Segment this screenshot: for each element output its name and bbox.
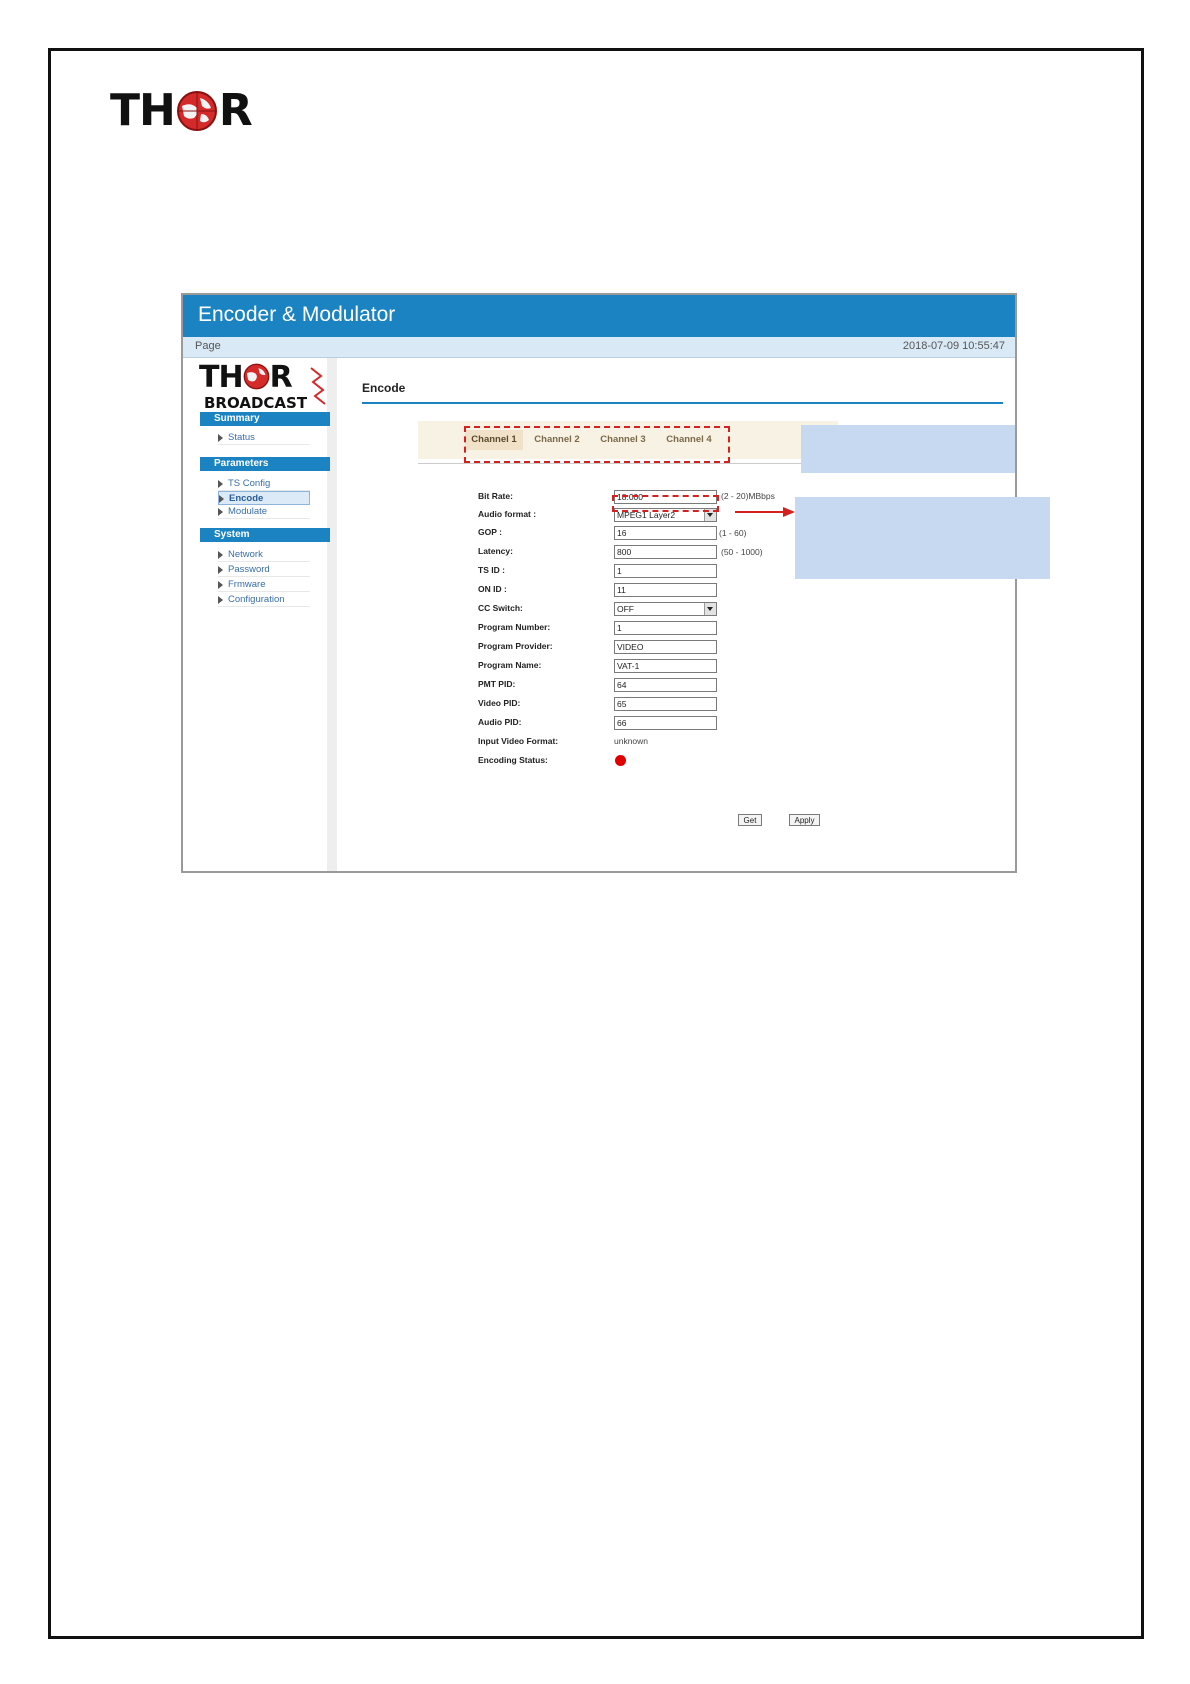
pmt-pid-input[interactable] bbox=[614, 678, 717, 692]
cc-switch-value: OFF bbox=[617, 604, 634, 614]
sidebar-item-password[interactable] bbox=[218, 563, 310, 577]
input-video-format-value: unknown bbox=[614, 736, 649, 746]
window-header bbox=[183, 295, 1015, 337]
label-cc-switch: CC Switch: bbox=[478, 603, 523, 613]
encoder-window bbox=[181, 293, 1017, 873]
get-button[interactable]: Get bbox=[738, 814, 762, 826]
annotation-dashed-tabs bbox=[464, 426, 730, 463]
label-program-name: Program Name: bbox=[478, 660, 542, 670]
encoding-status-indicator bbox=[615, 755, 626, 766]
triangle-right-icon bbox=[218, 434, 223, 442]
title-divider bbox=[362, 402, 1003, 404]
triangle-right-icon bbox=[218, 551, 223, 559]
sidebar-item-status[interactable] bbox=[218, 431, 310, 445]
apply-button[interactable]: Apply bbox=[789, 814, 820, 826]
audio-format-value: MPEG1 Layer2 bbox=[617, 510, 676, 520]
label-gop: GOP : bbox=[478, 527, 502, 537]
ts-id-input[interactable] bbox=[614, 564, 717, 578]
latency-hint: (50 - 1000) bbox=[721, 547, 763, 557]
triangle-right-icon bbox=[218, 508, 223, 516]
sidebar-item-encode[interactable] bbox=[218, 491, 310, 505]
label-ts-id: TS ID : bbox=[478, 565, 505, 575]
datetime: 2018-07-09 10:55:47 bbox=[902, 340, 1005, 352]
label-input-video-format: Input Video Format: bbox=[478, 736, 559, 746]
sidebar-item-label: Network bbox=[228, 549, 263, 560]
label-audio-format: Audio format : bbox=[478, 509, 537, 519]
thor-broadcast-logo bbox=[199, 362, 331, 414]
sidebar-item-label: Configuration bbox=[228, 594, 285, 605]
on-id-input[interactable] bbox=[614, 583, 717, 597]
sidebar-item-label: Status bbox=[228, 432, 255, 443]
gop-input[interactable] bbox=[614, 526, 717, 540]
sidebar-section-parameters[interactable]: Parameters bbox=[200, 457, 330, 471]
tab-channel-1[interactable]: Channel 1 bbox=[465, 430, 523, 450]
sidebar-item-configuration[interactable] bbox=[218, 593, 310, 607]
sidebar-item-label: Modulate bbox=[228, 506, 268, 517]
program-provider-input[interactable] bbox=[614, 640, 717, 654]
sidebar-item-label: Encode bbox=[229, 493, 264, 504]
label-program-number: Program Number: bbox=[478, 622, 551, 632]
sidebar-section-system[interactable]: System bbox=[200, 528, 330, 542]
triangle-right-icon bbox=[218, 480, 223, 488]
logo-text-left: TH bbox=[110, 85, 175, 136]
page-label: Page bbox=[195, 340, 221, 352]
sidebar-item-modulate[interactable] bbox=[218, 505, 310, 519]
annotation-dashed-audio bbox=[612, 495, 719, 512]
sidebar-item-network[interactable] bbox=[218, 548, 310, 562]
sidebar-item-label: Password bbox=[228, 564, 270, 575]
side-globe-icon bbox=[243, 363, 270, 390]
window-subbar bbox=[183, 337, 1015, 358]
sidebar-section-summary[interactable]: Summary bbox=[200, 412, 330, 426]
gop-hint: (1 - 60) bbox=[719, 528, 747, 538]
program-name-input[interactable] bbox=[614, 659, 717, 673]
side-logo-line1 bbox=[199, 362, 292, 394]
globe-icon bbox=[176, 90, 218, 132]
tab-channel-3[interactable]: Channel 3 bbox=[600, 434, 646, 445]
label-bit-rate: Bit Rate: bbox=[478, 491, 513, 501]
thor-logo bbox=[110, 85, 252, 136]
label-video-pid: Video PID: bbox=[478, 698, 521, 708]
label-on-id: ON ID : bbox=[478, 584, 507, 594]
chevron-down-icon bbox=[704, 603, 716, 615]
latency-input[interactable] bbox=[614, 545, 717, 559]
logo-text-right: R bbox=[218, 85, 252, 136]
side-logo-left: TH bbox=[199, 360, 243, 395]
triangle-right-icon bbox=[218, 566, 223, 574]
page-title: Encode bbox=[362, 381, 406, 395]
annotation-box-tabs bbox=[801, 425, 1017, 473]
annotation-box-audio bbox=[795, 497, 1050, 579]
triangle-right-icon bbox=[218, 596, 223, 604]
side-logo-line2: BROADCAST bbox=[204, 394, 308, 412]
window-title: Encoder & Modulator bbox=[198, 303, 396, 326]
bit-rate-hint: (2 - 20)MBbps bbox=[721, 491, 775, 501]
cc-switch-select[interactable] bbox=[614, 602, 717, 616]
tab-channel-4[interactable]: Channel 4 bbox=[666, 434, 712, 445]
label-pmt-pid: PMT PID: bbox=[478, 679, 516, 689]
tab-channel-2[interactable]: Channel 2 bbox=[534, 434, 580, 445]
video-pid-input[interactable] bbox=[614, 697, 717, 711]
sidebar bbox=[185, 358, 337, 873]
label-program-provider: Program Provider: bbox=[478, 641, 553, 651]
triangle-right-icon bbox=[218, 581, 223, 589]
sidebar-item-label: TS Config bbox=[228, 478, 271, 489]
program-number-input[interactable] bbox=[614, 621, 717, 635]
side-logo-right: R bbox=[269, 360, 292, 395]
sidebar-item-firmware[interactable] bbox=[218, 578, 310, 592]
sidebar-item-label: Frmware bbox=[228, 579, 266, 590]
annotation-arrow-audio bbox=[735, 505, 795, 519]
lightning-icon bbox=[307, 366, 329, 406]
sidebar-item-ts-config[interactable] bbox=[218, 477, 310, 491]
label-encoding-status: Encoding Status: bbox=[478, 755, 548, 765]
label-audio-pid: Audio PID: bbox=[478, 717, 522, 727]
label-latency: Latency: bbox=[478, 546, 513, 556]
audio-pid-input[interactable] bbox=[614, 716, 717, 730]
triangle-right-icon bbox=[219, 495, 224, 503]
